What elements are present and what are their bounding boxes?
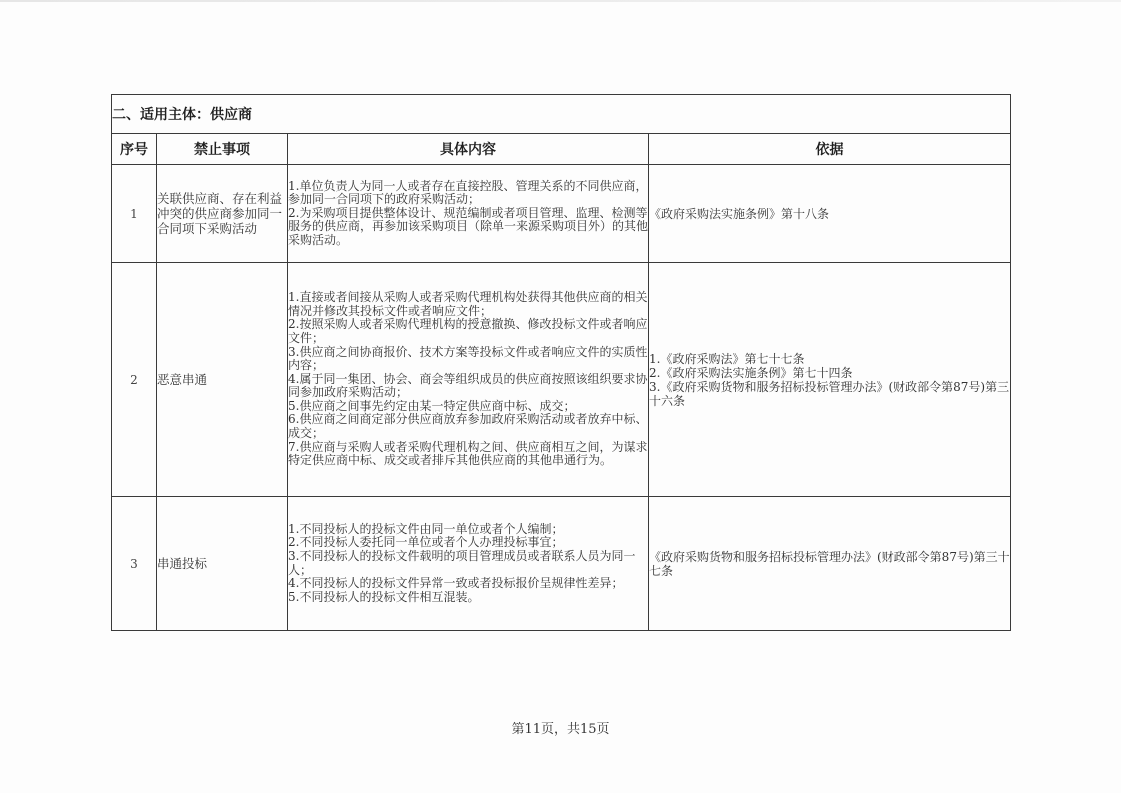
content-line: 4.属于同一集团、协会、商会等组织成员的供应商按照该组织要求协同参加政府采购活动； xyxy=(288,371,648,400)
row-basis xyxy=(649,165,1011,263)
row-prohibited-item: 串通投标 xyxy=(157,497,288,631)
row-content xyxy=(288,165,649,263)
row-basis xyxy=(649,497,1011,631)
row-prohibited-item: 恶意串通 xyxy=(157,263,288,497)
basis-line: 2.《政府采购法实施条例》第七十四条 xyxy=(649,365,853,380)
row-seq: 2 xyxy=(112,263,157,497)
header-seq: 序号 xyxy=(112,134,157,165)
row-seq: 1 xyxy=(112,165,157,263)
table-header-row xyxy=(112,134,1011,165)
section-title: 二、适用主体：供应商 xyxy=(112,95,1011,134)
content-line: 1.不同投标人的投标文件由同一单位或者个人编制； xyxy=(288,521,564,536)
basis-line: 《政府采购货物和服务招标投标管理办法》(财政部令第87号)第三十七条 xyxy=(649,549,1010,578)
content-line: 5.供应商之间事先约定由某一特定供应商中标、成交； xyxy=(288,398,576,413)
content-line: 2.为采购项目提供整体设计、规范编制或者项目管理、监理、检测等服务的供应商，再参加该采购项目（除单一来源采购项目外）的其他采购活动。 xyxy=(288,205,649,247)
content-line: 2.不同投标人委托同一单位或者个人办理投标事宜； xyxy=(288,535,564,550)
table-row xyxy=(112,263,1011,497)
row-basis xyxy=(649,263,1011,497)
content-line: 6.供应商之间商定部分供应商放弃参加政府采购活动或者放弃中标、成交； xyxy=(288,412,648,441)
basis-line: 3.《政府采购货物和服务招标投标管理办法》(财政部令第87号)第三十六条 xyxy=(649,379,1010,408)
header-basis: 依据 xyxy=(649,134,1011,165)
content-line: 1.单位负责人为同一人或者存在直接控股、管理关系的不同供应商，参加同一合同项下的政府采购活动； xyxy=(288,178,648,207)
header-prohibited-item: 禁止事项 xyxy=(157,134,288,165)
page-top-edge xyxy=(0,0,1121,2)
content-line: 4.不同投标人的投标文件异常一致或者投标报价呈规律性差异； xyxy=(288,576,624,591)
basis-line: 《政府采购法实施条例》第十八条 xyxy=(649,206,830,221)
content-line: 1.直接或者间接从采购人或者采购代理机构处获得其他供应商的相关情况并修改其投标文件或者响应文件； xyxy=(288,290,648,318)
header-content: 具体内容 xyxy=(288,134,649,165)
page-number: 第11页，共15页 xyxy=(511,722,610,737)
section-title-row xyxy=(112,95,1011,134)
row-seq: 3 xyxy=(112,497,157,631)
row-content xyxy=(288,263,649,497)
row-prohibited-item: 关联供应商、存在利益冲突的供应商参加同一合同项下采购活动 xyxy=(157,165,288,263)
table-row xyxy=(112,497,1011,631)
content-line: 3.不同投标人的投标文件载明的项目管理成员或者联系人员为同一人； xyxy=(288,548,636,577)
basis-line: 1.《政府采购法》第七十七条 xyxy=(649,351,805,366)
row-content xyxy=(288,497,649,631)
table-row xyxy=(112,165,1011,263)
content-line: 5.不同投标人的投标文件相互混装。 xyxy=(288,589,480,604)
content-line: 3.供应商之间协商报价、技术方案等投标文件或者响应文件的实质性内容； xyxy=(288,344,648,373)
prohibition-table xyxy=(111,94,1011,631)
content-line: 7.供应商与采购人或者采购代理机构之间、供应商相互之间，为谋求特定供应商中标、成交或者排斥其他供应商的其他串通行为。 xyxy=(288,439,648,468)
content-line: 2.按照采购人或者采购代理机构的授意撤换、修改投标文件或者响应文件； xyxy=(288,317,648,345)
